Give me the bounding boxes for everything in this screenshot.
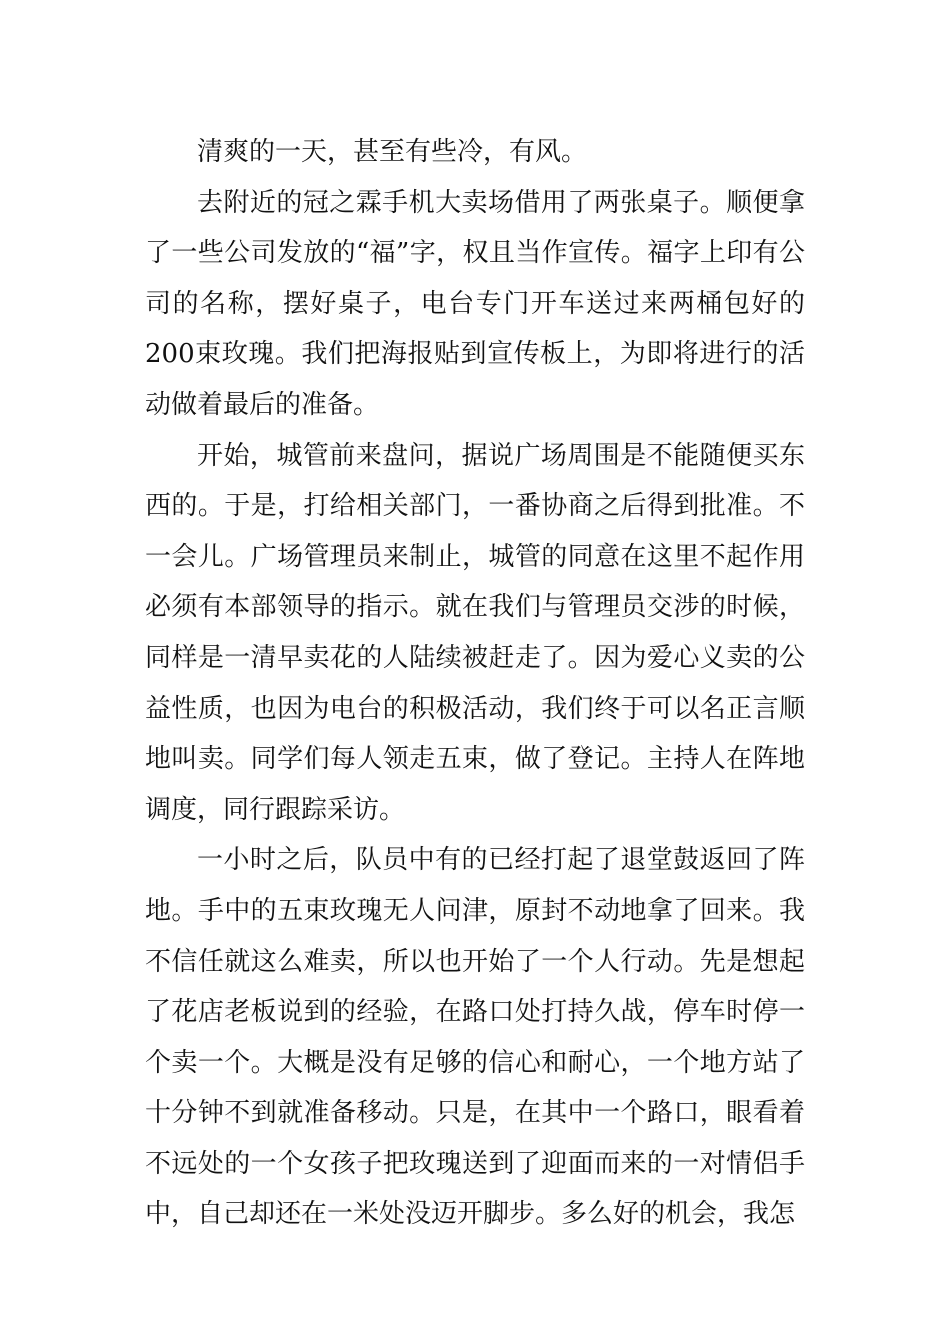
paragraph-2: 去附近的冠之霖手机大卖场借用了两张桌子。顺便拿了一些公司发放的“福”字，权且当作宣传。福字上印有公司的名称，摆好桌子，电台专门开车送过来两桶包好的200束玫瑰。我们把海报贴到宣传板上，为即将进行的活动做着最后的准备。 [145, 187, 805, 420]
paragraph-1: 清爽的一天，甚至有些冷，有风。 [197, 137, 588, 167]
paragraph-3: 开始，城管前来盘问，据说广场周围是不能随便买东西的。于是，打给相关部门，一番协商之后得到批准。不一会儿。广场管理员来制止，城管的同意在这里不起作用必须有本部领导的指示。就在我们与管理员交涉的时候，同样是一清早卖花的人陆续被赶走了。因为爱心义卖的公益性质，也因为电台的积极活动，我们终于可以名正言顺地叫卖。同学们每人领走五束，做了登记。主持人在阵地调度，同行跟踪采访。 [145, 440, 805, 825]
paragraph-4: 一小时之后，队员中有的已经打起了退堂鼓返回了阵地。手中的五束玫瑰无人问津，原封不动地拿了回来。我不信任就这么难卖，所以也开始了一个人行动。先是想起了花店老板说到的经验，在路口处打持久战，停车时停一个卖一个。大概是没有足够的信心和耐心，一个地方站了十分钟不到就准备移动。只是，在其中一个路口，眼看着不远处的一个女孩子把玫瑰送到了迎面而来的一对情侣手中，自己却还在一米处没迈开脚步。多么好的机会，我怎 [145, 845, 805, 1230]
document-body [145, 127, 805, 1240]
